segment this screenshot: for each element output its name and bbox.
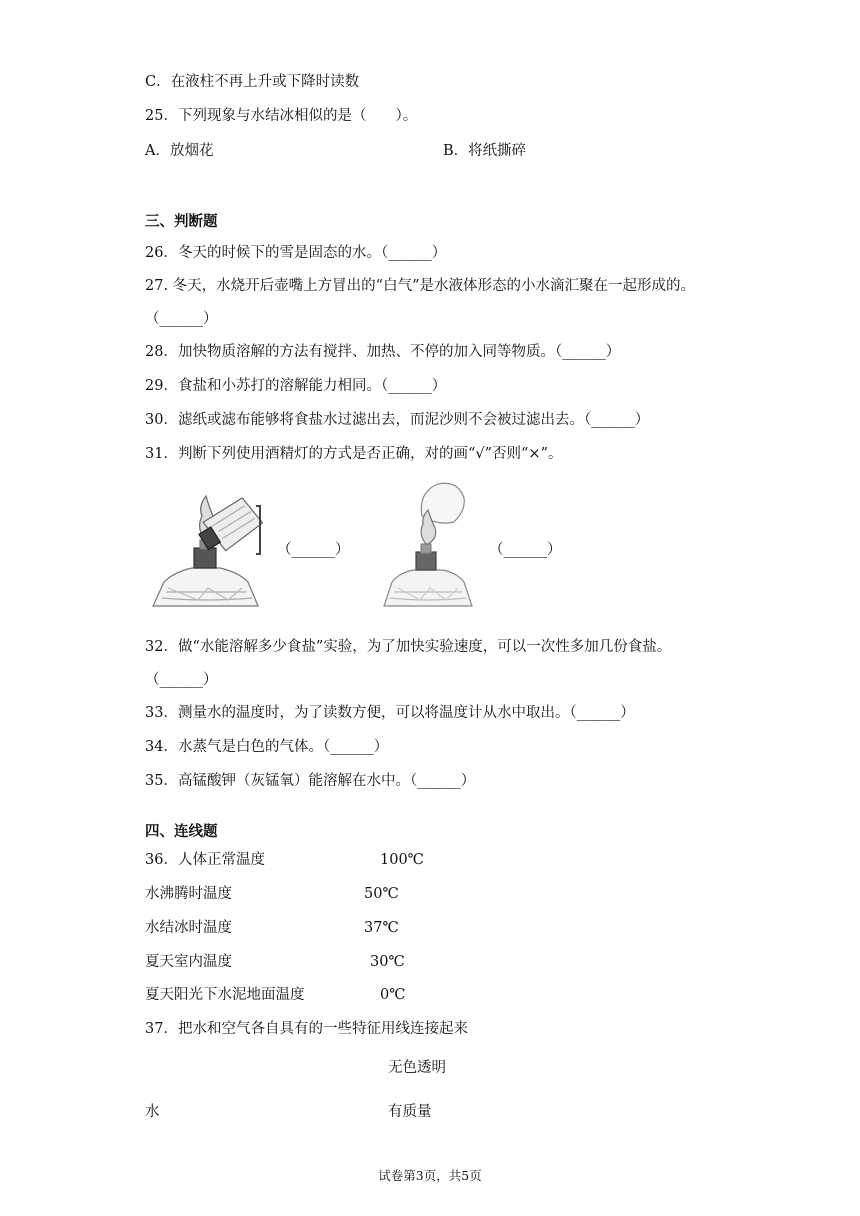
q27-line-1: 27. 冬天，水烧开后壶嘴上方冒出的“白气”是水液体形态的小水滴汇聚在一起形成的。 bbox=[145, 278, 695, 294]
q32-line-1: 32．做“水能溶解多少食盐”实验，为了加快实验速度，可以一次性多加几份食盐。 bbox=[145, 639, 672, 655]
q36-right-1: 100℃ bbox=[380, 852, 424, 868]
q31-blank-1: （______） bbox=[277, 542, 350, 558]
q26: 26．冬天的时候下的雪是固态的水。（______） bbox=[145, 245, 447, 261]
q36-right-4: 30℃ bbox=[370, 954, 405, 970]
q36-left-4: 夏天室内温度 bbox=[145, 954, 232, 970]
q37-left-1: 水 bbox=[145, 1104, 160, 1120]
q31-blank-2: （______） bbox=[489, 542, 562, 558]
q36-right-3: 37℃ bbox=[364, 920, 399, 936]
section-4-heading: 四、连线题 bbox=[145, 823, 218, 840]
q37-right-1: 无色透明 bbox=[388, 1060, 446, 1076]
q36-left-5: 夏天阳光下水泥地面温度 bbox=[145, 987, 305, 1003]
q36-left-3: 水结冰时温度 bbox=[145, 920, 232, 936]
q25-option-a: A．放烟花 bbox=[145, 143, 214, 159]
q36-left-1: 36．人体正常温度 bbox=[145, 852, 265, 868]
q36-left-2: 水沸腾时温度 bbox=[145, 886, 232, 902]
q25-option-b: B．将纸撕碎 bbox=[443, 143, 527, 159]
q31: 31．判断下列使用酒精灯的方式是否正确，对的画“√”否则“×”。 bbox=[145, 446, 563, 462]
q28: 28．加快物质溶解的方法有搅拌、加热、不停的加入同等物质。（______） bbox=[145, 344, 621, 360]
q33: 33．测量水的温度时，为了读数方便，可以将温度计从水中取出。（______） bbox=[145, 705, 635, 721]
q35: 35．高锰酸钾（灰锰氧）能溶解在水中。（______） bbox=[145, 773, 476, 789]
page-footer: 试卷第3页，共5页 bbox=[378, 1168, 482, 1183]
q27-line-2: （______） bbox=[145, 311, 218, 327]
q32-line-2: （______） bbox=[145, 672, 218, 688]
q37-right-2: 有质量 bbox=[388, 1104, 432, 1120]
alcohol-lamp-tilted-illustration bbox=[148, 488, 268, 612]
q34: 34．水蒸气是白色的气体。（______） bbox=[145, 739, 389, 755]
q37-stem: 37．把水和空气各自具有的一些特征用线连接起来 bbox=[145, 1021, 468, 1037]
q24-option-c: C．在液柱不再上升或下降时读数 bbox=[145, 74, 360, 90]
section-3-heading: 三、判断题 bbox=[145, 213, 218, 230]
q29: 29．食盐和小苏打的溶解能力相同。（______） bbox=[145, 378, 447, 394]
q30: 30．滤纸或滤布能够将食盐水过滤出去，而泥沙则不会被过滤出去。（______） bbox=[145, 412, 650, 428]
alcohol-lamp-cap-illustration bbox=[380, 478, 480, 612]
q25-stem: 25．下列现象与水结冰相似的是（ ）。 bbox=[145, 108, 418, 124]
q36-right-5: 0℃ bbox=[380, 987, 406, 1003]
q36-right-2: 50℃ bbox=[364, 886, 399, 902]
